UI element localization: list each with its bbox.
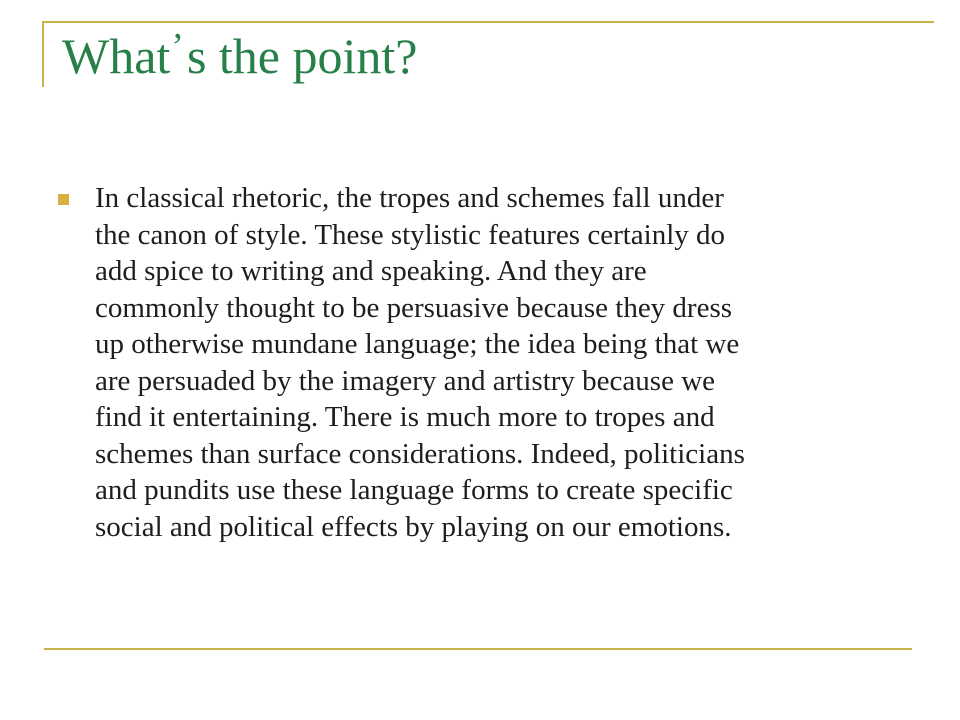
title-part-2: s the point?	[186, 28, 418, 84]
bullet-item	[58, 180, 918, 545]
bullet-line: schemes than surface considerations. Indeed, politicians	[95, 437, 745, 470]
left-rule	[42, 21, 44, 87]
bullet-line: and pundits use these language forms to create specific	[95, 474, 733, 506]
bullet-text	[95, 180, 918, 545]
title-part-1: What	[62, 28, 171, 84]
bullet-line: are persuaded by the imagery and artistry because we	[95, 364, 716, 397]
title-apostrophe: ’	[171, 26, 184, 68]
bullet-line: add spice to writing and speaking. And they are	[95, 255, 647, 287]
slide-title	[62, 26, 417, 86]
square-bullet-icon	[58, 194, 69, 205]
bullet-line: the canon of style. These stylistic features certainly do	[95, 218, 726, 251]
bullet-line: up otherwise mundane language; the idea being that we	[95, 328, 740, 360]
bottom-rule	[44, 648, 912, 650]
bullet-line: In classical rhetoric, the tropes and schemes fall under	[95, 182, 724, 214]
bullet-line: social and political effects by playing on our emotions.	[95, 510, 732, 543]
top-rule	[42, 21, 934, 23]
bullet-line: commonly thought to be persuasive because they dress	[95, 291, 733, 324]
bullet-line: find it entertaining. There is much more to tropes and	[95, 401, 715, 433]
